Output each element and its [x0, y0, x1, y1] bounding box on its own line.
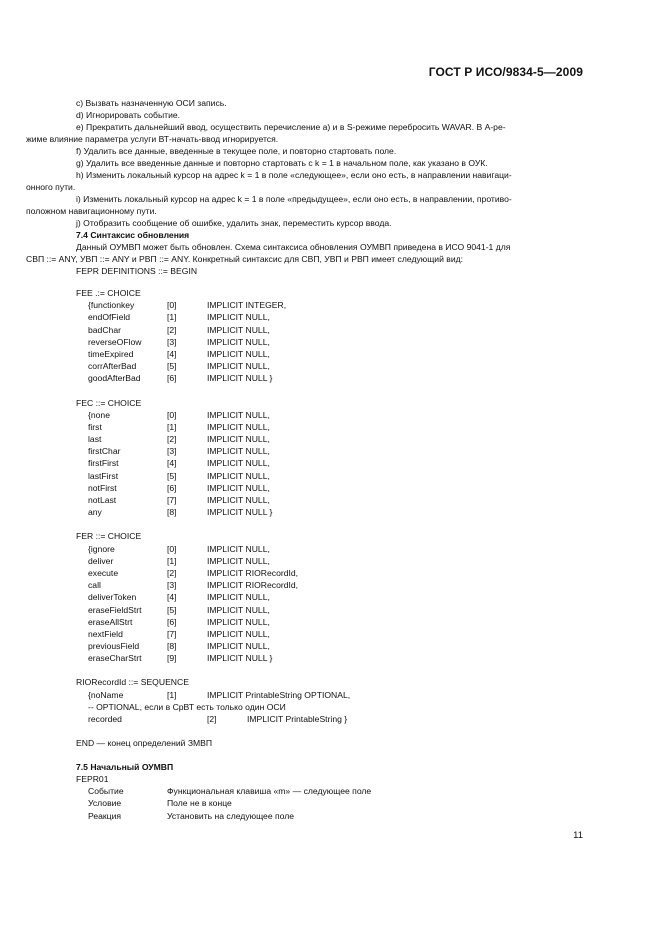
field-type: IMPLICIT NULL, [207, 458, 270, 469]
field-type: IMPLICIT NULL, [207, 604, 270, 615]
code-row [76, 348, 584, 360]
list-item-j: j) Отобразить сообщение об ошибке, удалить знак, переместить курсор ввода. [76, 218, 392, 228]
fer-block [76, 530, 584, 664]
field-type: IMPLICIT NULL, [207, 592, 270, 603]
code-row [76, 482, 584, 494]
fec-rows [76, 409, 584, 519]
section-7-4-paragraph-line1: Данный ОУМВП может быть обновлен. Схема синтаксиса обновления ОУМВП приведена в ИСО 9041-1 для [76, 242, 511, 252]
field-name: firstChar [88, 446, 121, 457]
field-tag: [6] [167, 482, 177, 493]
fepr01-value: Функциональная клавиша «m» — следующее поле [167, 786, 372, 797]
fepr01-value: Поле не в конце [167, 798, 232, 809]
field-tag: [2] [167, 567, 177, 578]
list-item-c: c) Вызвать назначенную ОСИ запись. [76, 98, 227, 108]
code-row [76, 506, 584, 518]
field-type: IMPLICIT INTEGER, [207, 300, 287, 311]
field-name: corrAfterBad [88, 361, 137, 372]
field-type: IMPLICIT NULL, [207, 616, 270, 627]
field-tag: [2] [167, 434, 177, 445]
field-type: IMPLICIT NULL, [207, 446, 270, 457]
field-type: IMPLICIT RIORecordId, [207, 580, 299, 591]
field-type: IMPLICIT NULL, [207, 421, 270, 432]
field-type: IMPLICIT NULL, [207, 409, 270, 420]
field-tag: [1] [167, 421, 177, 432]
field-type: IMPLICIT NULL, [207, 434, 270, 445]
field-name: any [88, 507, 102, 518]
field-tag: [5] [167, 604, 177, 615]
fepr01-row [76, 797, 584, 809]
list-item-h: h) Изменить локальный курсор на адрес k = 1 в поле «следующее», если оно есть, в направлении навигаци- [76, 170, 512, 180]
list-item-f: f) Удалить все данные, введенные в текущее поле, и повторно стартовать поле. [76, 146, 397, 156]
rio-field-name: {noName [88, 689, 124, 700]
code-row [76, 555, 584, 567]
field-tag: [6] [167, 373, 177, 384]
fee-head-text: FEE .:= CHOICE [76, 288, 141, 298]
rio-field-tag: [1] [167, 689, 177, 700]
fee-block [76, 287, 584, 385]
field-type: IMPLICIT NULL, [207, 555, 270, 566]
field-name: firstFirst [88, 458, 119, 469]
field-type: IMPLICIT NULL, [207, 348, 270, 359]
field-type: IMPLICIT RIORecordId, [207, 567, 299, 578]
field-tag: [4] [167, 592, 177, 603]
rio-field-name: recorded [88, 714, 122, 724]
rio-comment: -- OPTIONAL, если в СрВТ есть только один ОСИ [88, 701, 286, 712]
field-tag: [7] [167, 495, 177, 505]
page-content [26, 97, 584, 822]
field-tag: [8] [167, 507, 177, 518]
code-row [76, 336, 584, 348]
field-name: notFirst [88, 482, 117, 493]
field-type: IMPLICIT NULL, [207, 312, 270, 323]
rio-field-type: IMPLICIT PrintableString } [247, 714, 348, 724]
code-row [76, 604, 584, 616]
field-type: IMPLICIT NULL, [207, 336, 270, 347]
field-name: eraseAllStrt [88, 616, 133, 627]
code-row [76, 640, 584, 652]
code-row [76, 652, 584, 664]
code-row [76, 409, 584, 421]
field-name: timeExpired [88, 348, 134, 359]
code-row [76, 457, 584, 469]
field-tag: [0] [167, 409, 177, 420]
fec-head-text: FEC ::= CHOICE [76, 397, 142, 408]
definitions-end: END — конец определений ЗМВП [76, 738, 213, 749]
code-row [76, 579, 584, 591]
field-type: IMPLICIT NULL, [207, 641, 270, 652]
fepr01-label: Реакция [88, 810, 122, 821]
field-tag: [1] [167, 312, 177, 323]
field-name: {none [88, 409, 110, 420]
field-name: badChar [88, 324, 121, 335]
fec-block [76, 397, 584, 519]
list-item-d: d) Игнорировать событие. [76, 110, 181, 120]
rio-row-noname [76, 689, 584, 701]
code-row [76, 324, 584, 336]
fee-rows [76, 299, 584, 384]
code-row [76, 360, 584, 372]
fepr01-value: Установить на следующее поле [167, 810, 295, 821]
field-name: reverseOFlow [88, 336, 142, 347]
code-row [76, 591, 584, 603]
rio-block [76, 676, 584, 725]
code-row [76, 421, 584, 433]
fec-header [76, 397, 584, 409]
field-tag: [0] [167, 300, 177, 311]
code-row [76, 470, 584, 482]
section-7-5-heading: 7.5 Начальный ОУМВП [76, 762, 174, 773]
rio-field-type: IMPLICIT PrintableString OPTIONAL, [207, 689, 351, 700]
code-row [76, 372, 584, 384]
field-tag: [4] [167, 458, 177, 469]
fer-header [76, 530, 584, 542]
field-name: last [88, 434, 102, 445]
code-row [76, 543, 584, 555]
fer-head-text: FER ::= CHOICE [76, 531, 142, 542]
document-header-code: ГОСТ Р ИСО/9834-5—2009 [428, 65, 583, 79]
rio-header [76, 676, 584, 688]
code-row [76, 445, 584, 457]
field-tag: [7] [167, 628, 177, 639]
list-item-g: g) Удалить все введенные данные и повторно стартовать с k = 1 в начальном поле, как указано в ОУК. [76, 158, 488, 168]
rio-row-recorded [76, 713, 584, 725]
field-name: deliverToken [88, 592, 137, 603]
field-tag: [4] [167, 348, 177, 359]
field-tag: [0] [167, 543, 177, 554]
field-type: IMPLICIT NULL, [207, 361, 270, 372]
section-7-4-paragraph-line2: СВП ::= ANY, УВП ::= ANY и РВП ::= ANY. Конкретный синтаксис для СВП, УВП и РВП имеет следующий вид: [26, 254, 464, 264]
field-type: IMPLICIT NULL, [207, 495, 270, 505]
list-item-e: e) Прекратить дальнейший ввод, осуществить перечисление a) и в S-режиме перебросить WAVAR. В А-ре- [76, 122, 506, 132]
fepr01-label: Событие [88, 786, 124, 797]
fer-rows [76, 543, 584, 665]
fepr01-row [76, 785, 584, 797]
code-row [76, 433, 584, 445]
field-type: IMPLICIT NULL, [207, 543, 270, 554]
field-name: {functionkey [88, 300, 135, 311]
fee-header [76, 287, 584, 299]
fepr01-code: FEPR01 [76, 774, 109, 785]
field-name: goodAfterBad [88, 373, 141, 384]
field-name: endOfField [88, 312, 131, 323]
field-tag: [5] [167, 470, 177, 481]
section-7-4-heading: 7.4 Синтаксис обновления [76, 230, 190, 240]
field-name: execute [88, 567, 119, 578]
code-row [76, 494, 584, 506]
field-name: {ignore [88, 543, 115, 554]
list-item-i-continuation: положном навигационному пути. [26, 206, 157, 216]
fepr01-label: Условие [88, 798, 122, 809]
field-name: notLast [88, 495, 117, 505]
field-tag: [2] [167, 324, 177, 335]
field-name: nextField [88, 628, 123, 639]
list-item-h-continuation: онного пути. [26, 182, 76, 192]
field-name: call [88, 580, 101, 591]
rio-head-text: RIORecordId ::= SEQUENCE [76, 677, 189, 688]
rio-comment-row [76, 701, 584, 713]
field-type: IMPLICIT NULL, [207, 628, 270, 639]
field-tag: [1] [167, 555, 177, 566]
field-type: IMPLICIT NULL, [207, 482, 270, 493]
rio-field-tag: [2] [207, 714, 217, 724]
code-row [76, 311, 584, 323]
field-tag: [8] [167, 641, 177, 652]
field-type: IMPLICIT NULL } [207, 653, 273, 664]
field-type: IMPLICIT NULL } [207, 373, 273, 384]
code-row [76, 628, 584, 640]
field-tag: [9] [167, 653, 177, 664]
field-tag: [5] [167, 361, 177, 372]
field-tag: [3] [167, 580, 177, 591]
field-name: lastFirst [88, 470, 119, 481]
code-row [76, 299, 584, 311]
definitions-begin: FEPR DEFINITIONS ::= BEGIN [76, 266, 198, 276]
list-item-i: i) Изменить локальный курсор на адрес k = 1 в поле «предыдущее», если оно есть, в направлении, противо- [76, 194, 512, 204]
field-tag: [3] [167, 446, 177, 457]
field-name: eraseCharStrt [88, 653, 142, 664]
field-type: IMPLICIT NULL, [207, 470, 270, 481]
field-tag: [6] [167, 616, 177, 627]
fepr01-table [76, 785, 584, 822]
field-name: previousField [88, 641, 140, 652]
code-row [76, 567, 584, 579]
fepr01-row [76, 810, 584, 822]
field-name: deliver [88, 555, 114, 566]
field-name: first [88, 421, 102, 432]
page-number: 11 [573, 830, 583, 841]
code-row [76, 616, 584, 628]
field-name: eraseFieldStrt [88, 604, 142, 615]
field-tag: [3] [167, 336, 177, 347]
field-type: IMPLICIT NULL } [207, 507, 273, 518]
field-type: IMPLICIT NULL, [207, 324, 270, 335]
list-item-e-continuation: жиме влияние параметра услуги ВТ-начать-ввод игнорируется. [26, 134, 279, 144]
